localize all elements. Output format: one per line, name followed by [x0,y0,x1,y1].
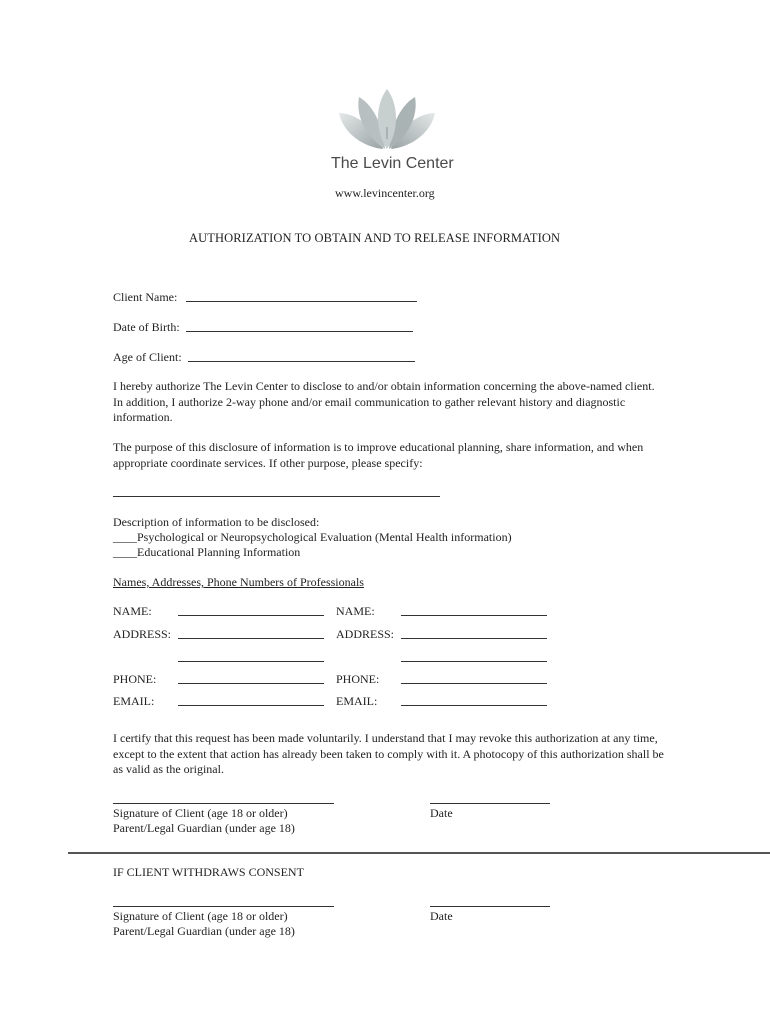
address-label-1: ADDRESS: [113,627,172,641]
email-label-2: EMAIL: [336,694,378,708]
phone-label-1: PHONE: [113,672,157,686]
phone-label-2: PHONE: [336,672,380,686]
client-name-field[interactable] [186,301,417,302]
client-name-label: Client Name: [113,290,178,304]
withdraw-client-label: Signature of Client (age 18 or older) [113,909,288,923]
description-heading: Description of information to be disclosed: [113,515,320,529]
name-field-2[interactable] [401,615,547,616]
dob-label: Date of Birth: [113,320,180,334]
lotus-logo-icon [337,87,437,151]
org-name: The Levin Center [331,155,454,172]
dob-field[interactable] [186,331,413,332]
age-label: Age of Client: [113,350,182,364]
signature-date-label: Date [430,806,453,820]
website-link[interactable]: www.levincenter.org [335,186,435,200]
client-signature-field[interactable] [113,803,334,804]
withdraw-guardian-label: Parent/Legal Guardian (under age 18) [113,924,295,938]
name-field-1[interactable] [178,615,324,616]
signature-date-field[interactable] [430,803,550,804]
purpose-paragraph: The purpose of this disclosure of information is to improve educational planning, share information, and when appropriate coordinate services. If other purpose, please specify: [113,440,644,470]
guardian-signature-label: Parent/Legal Guardian (under age 18) [113,821,295,835]
age-field[interactable] [188,361,415,362]
address-field-2-line2[interactable] [401,661,547,662]
address-field-2[interactable] [401,638,547,639]
withdraw-date-label: Date [430,909,453,923]
withdraw-signature-field[interactable] [113,906,334,907]
option-psychological[interactable]: ____Psychological or Neuropsychological Evaluation (Mental Health information) [113,530,512,544]
phone-field-2[interactable] [401,683,547,684]
certify-paragraph: I certify that this request has been made voluntarily. I understand that I may revoke this authorization at any time, except to the extent that action has already been taken to comply with it. A photocopy of this authorization shall be as valid as the original. [113,731,664,776]
page-title: AUTHORIZATION TO OBTAIN AND TO RELEASE INFORMATION [189,231,561,245]
email-field-1[interactable] [178,705,324,706]
withdraw-date-field[interactable] [430,906,550,907]
address-field-1-line2[interactable] [178,661,324,662]
authorize-paragraph: I hereby authorize The Levin Center to disclose to and/or obtain information concerning the above-named client. In addition, I authorize 2-way phone and/or email communication to gather relevant history and diagnostic information. [113,379,655,424]
email-label-1: EMAIL: [113,694,155,708]
email-field-2[interactable] [401,705,547,706]
section-divider [68,852,770,854]
option-educational[interactable]: ____Educational Planning Information [113,545,301,559]
address-field-1[interactable] [178,638,324,639]
client-signature-label: Signature of Client (age 18 or older) [113,806,288,820]
phone-field-1[interactable] [178,683,324,684]
address-label-2: ADDRESS: [336,627,395,641]
professionals-heading: Names, Addresses, Phone Numbers of Professionals [113,575,364,589]
other-purpose-field[interactable] [113,496,440,497]
withdraw-heading: IF CLIENT WITHDRAWS CONSENT [113,865,304,879]
name-label-2: NAME: [336,604,375,618]
name-label-1: NAME: [113,604,152,618]
